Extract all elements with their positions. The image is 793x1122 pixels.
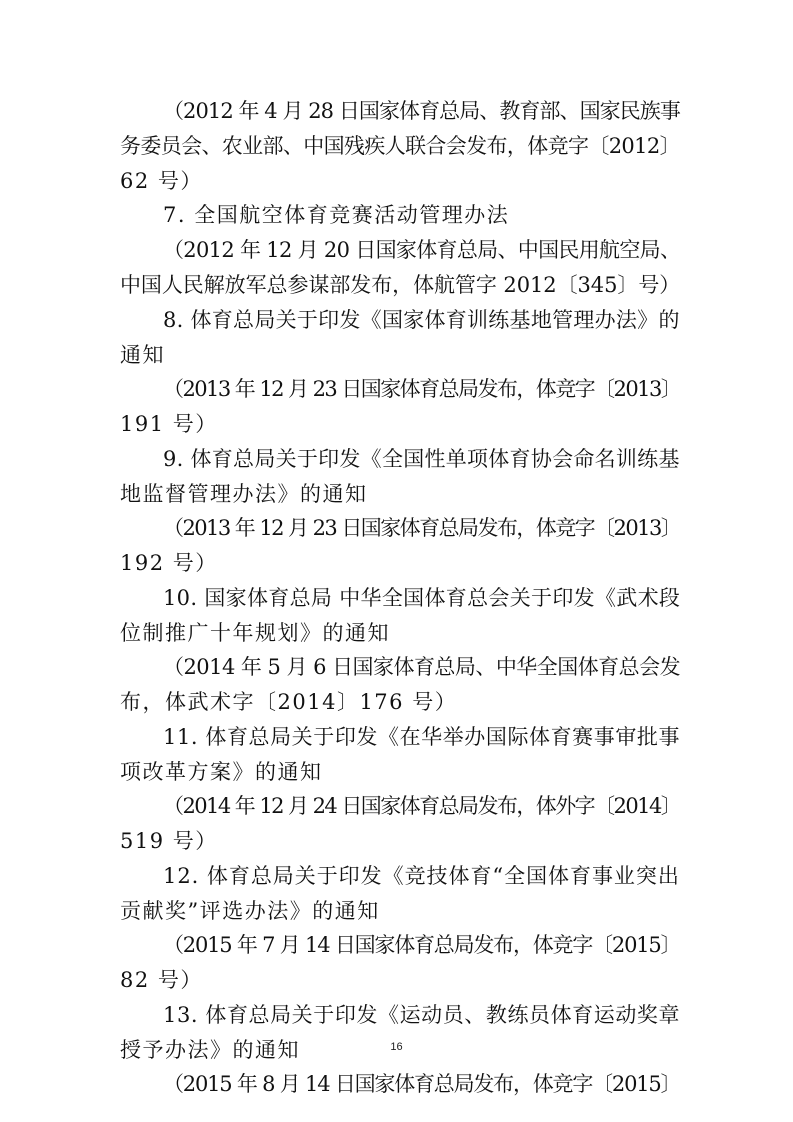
text-line: 9. 体育总局关于印发《全国性单项体育协会命名训练基 (163, 447, 680, 471)
page-number: 16 (390, 1041, 403, 1053)
text-line: 191 号） (120, 412, 218, 436)
text-line: 192 号） (120, 551, 218, 575)
text-line: 11. 体育总局关于印发《在华举办国际体育赛事审批事 (163, 725, 681, 749)
text-line: 519 号） (120, 829, 218, 853)
text-line: （2014 年 12 月 24 日国家体育总局发布，体外字〔2014〕 (163, 794, 681, 818)
text-line: 务委员会、农业部、中国残疾人联合会发布，体竞字〔2012〕 (120, 134, 680, 158)
text-line: 12. 体育总局关于印发《竞技体育“全国体育事业突出 (163, 864, 680, 888)
text-line: 7. 全国航空体育竞赛活动管理办法 (163, 203, 510, 227)
text-line: 10. 国家体育总局 中华全国体育总会关于印发《武术段 (163, 586, 681, 610)
text-line: 82 号） (120, 968, 203, 992)
text-line: 62 号） (120, 169, 203, 193)
text-line: （2013 年 12 月 23 日国家体育总局发布，体竞字〔2013〕 (163, 377, 681, 401)
text-line: 授予办法》的通知 (120, 1038, 300, 1062)
text-line: （2015 年 7 月 14 日国家体育总局发布，体竞字〔2015〕 (163, 933, 681, 957)
text-line: 位制推广十年规划》的通知 (120, 621, 390, 645)
text-line: （2015 年 8 月 14 日国家体育总局发布，体竞字〔2015〕 (163, 1072, 681, 1096)
text-line: 地监督管理办法》的通知 (120, 482, 368, 506)
text-line: （2014 年 5 月 6 日国家体育总局、中华全国体育总会发 (163, 655, 681, 679)
text-line: 中国人民解放军总参谋部发布，体航管字 2012〔345〕号） (120, 273, 681, 297)
text-line: 项改革方案》的通知 (120, 760, 323, 784)
text-line: 通知 (120, 343, 165, 367)
text-line: （2013 年 12 月 23 日国家体育总局发布，体竞字〔2013〕 (163, 516, 681, 540)
text-line: （2012 年 12 月 20 日国家体育总局、中国民用航空局、 (163, 238, 681, 262)
text-line: 13. 体育总局关于印发《运动员、教练员体育运动奖章 (163, 1003, 681, 1027)
text-line: 布，体武术字〔2014〕176 号） (120, 690, 458, 714)
text-line: 8. 体育总局关于印发《国家体育训练基地管理办法》的 (163, 308, 680, 332)
text-line: 贡献奖”评选办法》的通知 (120, 899, 380, 923)
text-line: （2012 年 4 月 28 日国家体育总局、教育部、国家民族事 (163, 99, 680, 123)
